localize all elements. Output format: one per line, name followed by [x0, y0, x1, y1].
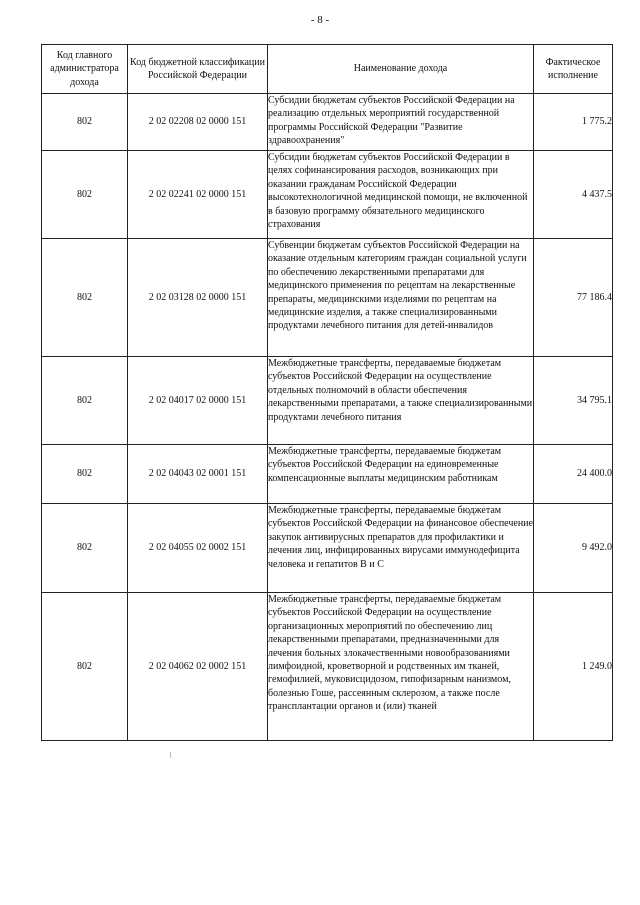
- amount-cell: 9 492.0: [534, 504, 613, 593]
- income-name-cell: Субсидии бюджетам субъектов Российской Федерации на реализацию отдельных мероприятий государственной программы Российской Федерации "Развитие здравоохранения": [268, 94, 534, 151]
- income-name-cell: Межбюджетные трансферты, передаваемые бюджетам субъектов Российской Федерации на единовременные компенсационные выплаты медицинским работникам: [268, 445, 534, 504]
- income-name-cell: Межбюджетные трансферты, передаваемые бюджетам субъектов Российской Федерации на осуществление отдельных полномочий в области обеспечения лекарственными препаратами, а также специализированными продуктами лечебного питания: [268, 357, 534, 445]
- admin-code-cell: 802: [42, 445, 128, 504]
- budget-code-cell: 2 02 04017 02 0000 151: [128, 357, 268, 445]
- income-name-cell: Межбюджетные трансферты, передаваемые бюджетам субъектов Российской Федерации на финансовое обеспечение закупок антивирусных препаратов для профилактики и лечения лиц, инфицированных вирусами иммунодефицита человека и гепатитов В и С: [268, 504, 534, 593]
- budget-code-cell: 2 02 02241 02 0000 151: [128, 151, 268, 239]
- income-table: [41, 44, 613, 741]
- income-name-cell: Субвенции бюджетам субъектов Российской Федерации на оказание отдельным категориям граждан социальной услуги по обеспечению лекарственными препаратами для медицинского применения по рецептам на лекарственные препараты, медицинскими изделиями по рецептам на медицинские изделия, а также специализированными продуктами лечебного питания для детей-инвалидов: [268, 239, 534, 357]
- header-budget-code: Код бюджетной классификации Российской Федерации: [128, 45, 268, 94]
- table-row: [42, 445, 613, 504]
- admin-code-cell: 802: [42, 151, 128, 239]
- table-row: [42, 357, 613, 445]
- table-row: [42, 239, 613, 357]
- table-row: [42, 151, 613, 239]
- budget-code-cell: 2 02 03128 02 0000 151: [128, 239, 268, 357]
- page-number: - 8 -: [310, 14, 330, 26]
- admin-code-cell: 802: [42, 504, 128, 593]
- header-admin-code: Код главного администратора дохода: [42, 45, 128, 94]
- amount-cell: 4 437.5: [534, 151, 613, 239]
- admin-code-cell: 802: [42, 357, 128, 445]
- header-actual: Фактическое исполнение: [534, 45, 613, 94]
- admin-code-cell: 802: [42, 239, 128, 357]
- budget-code-cell: 2 02 02208 02 0000 151: [128, 94, 268, 151]
- admin-code-cell: 802: [42, 593, 128, 741]
- table-header-row: [42, 45, 613, 94]
- budget-code-cell: 2 02 04055 02 0002 151: [128, 504, 268, 593]
- amount-cell: 24 400.0: [534, 445, 613, 504]
- amount-cell: 34 795.1: [534, 357, 613, 445]
- table-row: [42, 94, 613, 151]
- scan-artifact: [170, 752, 171, 758]
- income-name-cell: Субсидии бюджетам субъектов Российской Федерации в целях софинансирования расходов, возникающих при оказании гражданам Российской Федерации высокотехнологичной медицинской помощи, не включенной в базовую программу обязательного медицинского страхования: [268, 151, 534, 239]
- table-row: [42, 593, 613, 741]
- amount-cell: 77 186.4: [534, 239, 613, 357]
- table-row: [42, 504, 613, 593]
- header-income-name: Наименование дохода: [268, 45, 534, 94]
- income-name-cell: Межбюджетные трансферты, передаваемые бюджетам субъектов Российской Федерации на осуществление организационных мероприятий по обеспечению лиц лекарственными препаратами, предназначенными для лечения больных злокачественными новообразованиями лимфоидной, кроветворной и родственных им тканей, гемофилией, муковисцидозом, гипофизарным нанизмом, болезнью Гоше, рассеянным склерозом, а также после трансплантации органов и (или) тканей: [268, 593, 534, 741]
- admin-code-cell: 802: [42, 94, 128, 151]
- amount-cell: 1 249.0: [534, 593, 613, 741]
- budget-code-cell: 2 02 04062 02 0002 151: [128, 593, 268, 741]
- budget-code-cell: 2 02 04043 02 0001 151: [128, 445, 268, 504]
- amount-cell: 1 775.2: [534, 94, 613, 151]
